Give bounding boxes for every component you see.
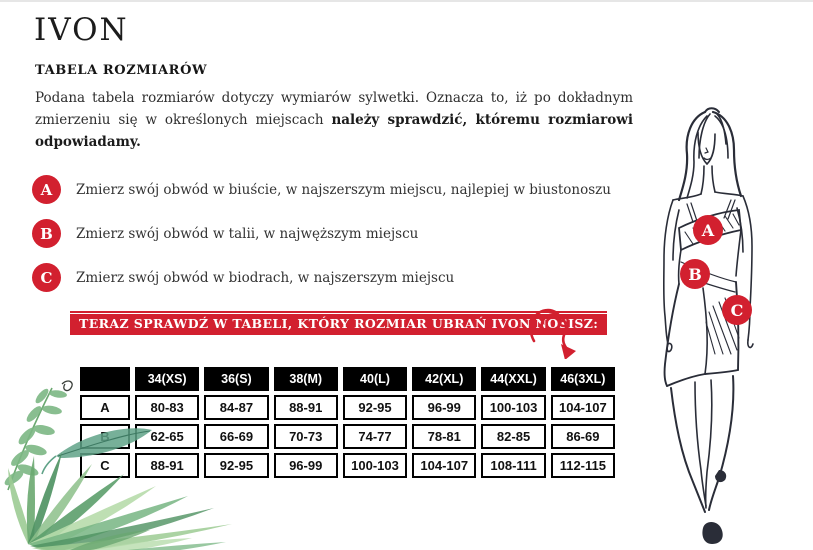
cell-c-46: 112-115 [551,453,615,478]
step-hips-text: Zmierz swój obwód w biodrach, w najszerszym miejscu [76,269,455,286]
cell-b-36: 66-69 [204,424,268,449]
cell-c-44: 108-111 [481,453,545,478]
top-divider [0,0,813,2]
figure-marker-bust: A [693,215,723,245]
size-col-42xl: 42(XL) [412,367,476,391]
cell-a-42: 96-99 [412,395,476,420]
intro-text-bold: należy sprawdzić, któremu rozmiarowi odpowiadamy. [35,111,633,150]
size-col-46-3xl: 46(3XL) [551,367,615,391]
cell-a-44: 100-103 [481,395,545,420]
curly-arrow-icon [524,297,586,359]
row-label-a: A [80,395,130,420]
cell-a-36: 84-87 [204,395,268,420]
cell-c-40: 100-103 [343,453,407,478]
cell-b-42: 78-81 [412,424,476,449]
size-col-38m: 38(M) [274,367,338,391]
cell-a-38: 88-91 [274,395,338,420]
check-table-banner: TERAZ SPRAWDŹ W TABELI, KTÓRY ROZMIAR UBRAŃ IVON NOSISZ: [70,311,607,335]
cell-b-46: 86-69 [551,424,615,449]
cell-c-42: 104-107 [412,453,476,478]
intro-text-normal: Podana tabela rozmiarów dotyczy wymiarów sylwetki. Oznacza to, iż po dokładnym zmierzeniu się w określonych miejscach [35,90,633,128]
cell-c-38: 96-99 [274,453,338,478]
brand-logo: IVON [34,12,129,48]
size-col-34xs: 34(XS) [135,367,199,391]
fashion-sketch [635,92,807,550]
step-bust-text: Zmierz swój obwód w biuście, w najszerszym miejscu, najlepiej w biustonoszu [76,181,611,198]
badge-b: B [33,220,60,247]
size-col-40l: 40(L) [343,367,407,391]
figure-marker-waist: B [680,259,710,289]
cell-b-34: 62-65 [135,424,199,449]
watercolor-leaves-decoration [0,372,240,550]
measurement-steps [33,176,633,308]
cell-a-34: 80-83 [135,395,199,420]
cell-a-40: 92-95 [343,395,407,420]
step-waist-text: Zmierz swój obwód w talii, w najwęższym miejscu [76,225,419,242]
badge-c: C [33,264,60,291]
cell-a-46: 104-107 [551,395,615,420]
cell-b-40: 74-77 [343,424,407,449]
cell-c-34: 88-91 [135,453,199,478]
cell-c-36: 92-95 [204,453,268,478]
figure-marker-hips: C [722,295,752,325]
intro-paragraph [35,88,633,154]
size-col-44xxl: 44(XXL) [481,367,545,391]
badge-a: A [33,176,60,203]
row-label-c: C [80,453,130,478]
page-title: TABELA ROZMIARÓW [35,63,208,78]
size-col-36s: 36(S) [204,367,268,391]
step-hips [33,264,633,291]
cell-b-38: 70-73 [274,424,338,449]
step-bust [33,176,633,203]
step-waist [33,220,633,247]
cell-b-44: 82-85 [481,424,545,449]
